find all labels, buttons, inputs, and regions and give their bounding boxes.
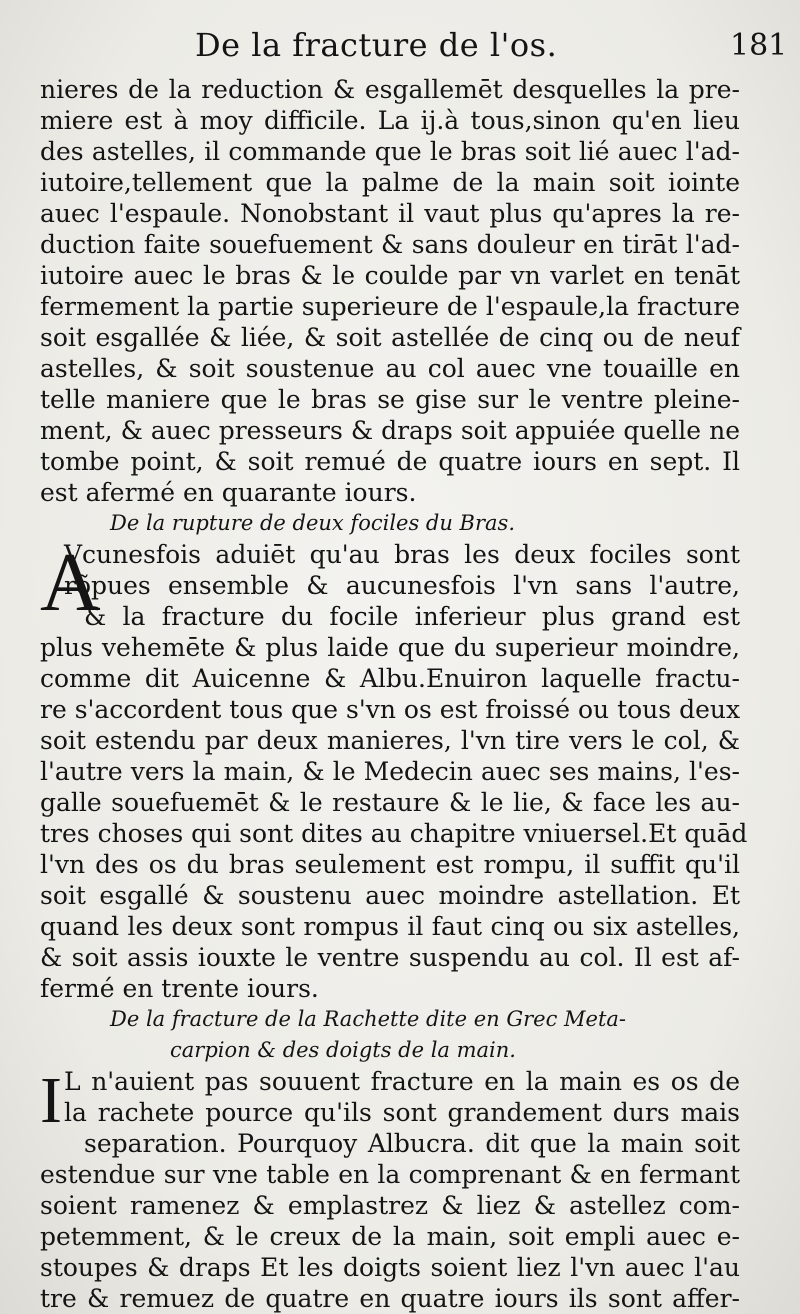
drop-capital: A [40, 536, 101, 629]
text-line: rõpues ensemble & aucunesfois l'vn sans l'autre, [64, 571, 740, 600]
page-body [40, 74, 748, 1314]
text-line: l'vn des os du bras seulement est rompu, il suffit qu'il [40, 850, 740, 879]
text-line: telle maniere que le bras se gise sur le ventre pleine- [40, 385, 740, 414]
page-header [0, 26, 800, 70]
text-line: soit esgallée & liée, & soit astellée de cinq ou de neuf [40, 323, 740, 352]
section-heading: De la rupture de deux fociles du Bras. [110, 511, 515, 535]
text-line: fermé en trente iours. [40, 974, 319, 1003]
text-line: tombe point, & soit remué de quatre iours en sept. Il [40, 447, 740, 476]
text-line: miere est à moy difficile. La ij.à tous,sinon qu'en lieu [40, 106, 740, 135]
text-line: & soit assis iouxte le ventre suspendu au col. Il est af- [40, 943, 740, 972]
text-line: quand les deux sont rompus il faut cinq ou six astelles, [40, 912, 740, 941]
text-line: tre & remuez de quatre en quatre iours ils sont affer- [40, 1284, 740, 1313]
text-line: des astelles, il commande que le bras soit lié auec l'ad- [40, 137, 740, 166]
text-line: soit estendu par deux manieres, l'vn tire vers le col, & [40, 726, 740, 755]
text-line: iutoire,tellement que la palme de la main soit iointe [40, 168, 740, 197]
text-line: L n'auient pas souuent fracture en la main es os de [64, 1067, 740, 1096]
page-number: 181 [730, 28, 788, 63]
text-line: Vcunesfois aduiēt qu'au bras les deux fociles sont [64, 540, 740, 569]
text-line: iutoire auec le bras & le coulde par vn varlet en tenāt [40, 261, 740, 290]
text-line: re s'accordent tous que s'vn os est froissé ou tous deux [40, 695, 741, 724]
drop-capital: I [40, 1064, 62, 1137]
text-line: plus vehemēte & plus laide que du superieur moindre, [40, 633, 740, 662]
text-line: stoupes & draps Et les doigts soient liez l'vn auec l'au [40, 1253, 740, 1282]
section-heading: De la fracture de la Rachette dite en Grec Meta- [110, 1007, 627, 1031]
paragraph-continuation [40, 74, 740, 508]
paragraph-rachette [40, 1066, 740, 1314]
text-line: soient ramenez & emplastrez & liez & astellez com- [40, 1191, 740, 1220]
text-line: comme dit Auicenne & Albu.Enuiron laquelle fractu- [40, 664, 740, 693]
text-line: tres choses qui sont dites au chapitre vniuersel.Et quād [40, 819, 748, 848]
text-line: l'autre vers la main, & le Medecin auec ses mains, l'es- [40, 757, 740, 786]
text-line: petemment, & le creux de la main, soit empli auec e- [40, 1222, 740, 1251]
text-line: estendue sur vne table en la comprenant & en fermant [40, 1160, 740, 1189]
running-title: De la fracture de l'os. [195, 26, 558, 64]
text-line: duction faite souefuement & sans douleur en tirāt l'ad- [40, 230, 740, 259]
text-line: auec l'espaule. Nonobstant il vaut plus qu'apres la re- [40, 199, 740, 228]
text-line: la rachete pource qu'ils sont grandement durs mais [64, 1098, 740, 1127]
text-line: fermement la partie superieure de l'espaule,la fracture [40, 292, 740, 321]
text-line: est afermé en quarante iours. [40, 478, 417, 507]
text-line: ment, & auec presseurs & draps soit appuiée quelle ne [40, 416, 740, 445]
section-heading-continued: carpion & des doigts de la main. [170, 1038, 516, 1062]
text-line: nieres de la reduction & esgallemēt desquelles la pre- [40, 75, 740, 104]
paragraph-fociles [40, 536, 748, 1004]
text-line: soit esgallé & soustenu auec moindre astellation. Et [40, 881, 740, 910]
text-line: astelles, & soit soustenue au col auec vne touaille en [40, 354, 740, 383]
text-line: separation. Pourquoy Albucra. dit que la main soit [84, 1129, 740, 1158]
text-line: galle souefuemēt & le restaure & le lie, & face les au- [40, 788, 740, 817]
text-line: & la fracture du focile inferieur plus grand est [84, 602, 740, 631]
